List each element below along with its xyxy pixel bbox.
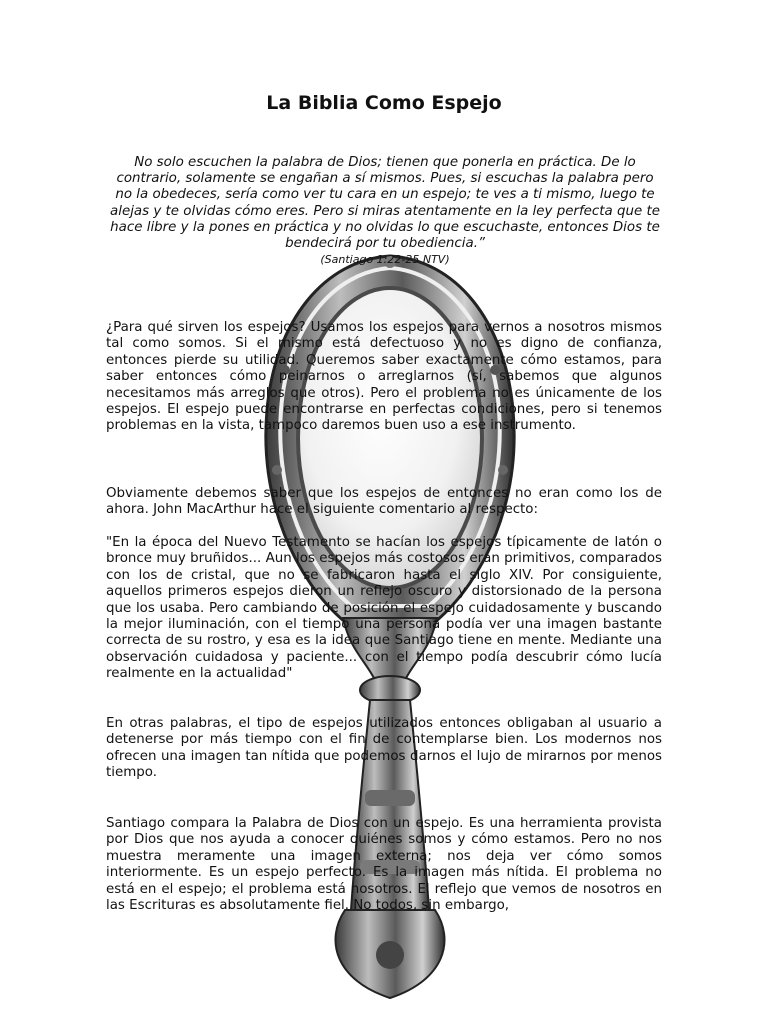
- paragraph: Obviamente debemos saber que los espejos de entonces no eran como los de ahora. John MacArthur hace el siguiente comentario al respecto:: [106, 486, 662, 518]
- page-title: La Biblia Como Espejo: [266, 92, 502, 114]
- paragraph: ¿Para qué sirven los espejos? Usamos los espejos para vernos a nosotros mismos tal como somos. Si el mismo está defectuoso y no es digno de confianza, entonces pierde su utilidad. Queremos saber exactamente cómo estamos, para saber entonces cómo peinarnos o arreglarnos (sí, sabemos que algunos necesitamos más arreglos que otros). Pero el problema no es únicamente de los espejos. El espejo puede encontrarse en perfectas condiciones, pero si tenemos problemas en la vista, tampoco daremos buen uso a ese instrumento.: [106, 320, 662, 434]
- paragraph: Santiago compara la Palabra de Dios con un espejo. Es una herramienta provista por Dios que nos ayuda a conocer quiénes somos y cómo estamos. Pero no nos muestra meramente una imagen externa; nos deja ver cómo somos interiormente. Es un espejo perfecto. Es la imagen más nítida. El problema no está en el espejo; el problema está nosotros. El reflejo que vemos de nosotros en las Escrituras es absolutamente fiel. No todos, sin embargo,: [106, 816, 662, 914]
- paragraph: En otras palabras, el tipo de espejos utilizados entonces obligaban al usuario a detenerse por más tiempo con el fin de contemplarse bien. Los modernos nos ofrecen una imagen tan nítida que podemos darnos el lujo de mirarnos por menos tiempo.: [106, 716, 662, 781]
- paragraph: "En la época del Nuevo Testamento se hacían los espejos típicamente de latón o bronce muy bruñidos... Aun los espejos más costosos eran primitivos, comparados con los de cristal, que no se fabricaron hasta el siglo XIV. Por consiguiente, aquellos primeros espejos dieron un reflejo oscuro y distorsionado de la persona que los usaba. Pero cambiando de posición el espejo cuidadosamente y buscando la mejor iluminación, con el tiempo una persona podía ver una imagen bastante correcta de su rostro, y esa es la idea que Santiago tiene en mente. Mediante una observación cuidadosa y paciente... con el tiempo podía descubrir cómo lucía realmente en la actualidad": [106, 535, 662, 682]
- quote-text: No solo escuchen la palabra de Dios; tienen que ponerla en práctica. De lo contrario, solamente se engañan a sí mismos. Pues, si escuchas la palabra pero no la obedeces, sería como ver tu cara en un espejo; te ves a ti mismo, luego te alejas y te olvidas cómo eres. Pero si miras atentamente en la ley perfecta que te hace libre y la pones en práctica y no olvidas lo que escuchaste, entonces Dios te bendecirá por tu obediencia.”: [110, 155, 660, 252]
- quote-reference: (Santiago 1:22-25 NTV): [320, 253, 450, 267]
- bible-quote: [110, 155, 660, 268]
